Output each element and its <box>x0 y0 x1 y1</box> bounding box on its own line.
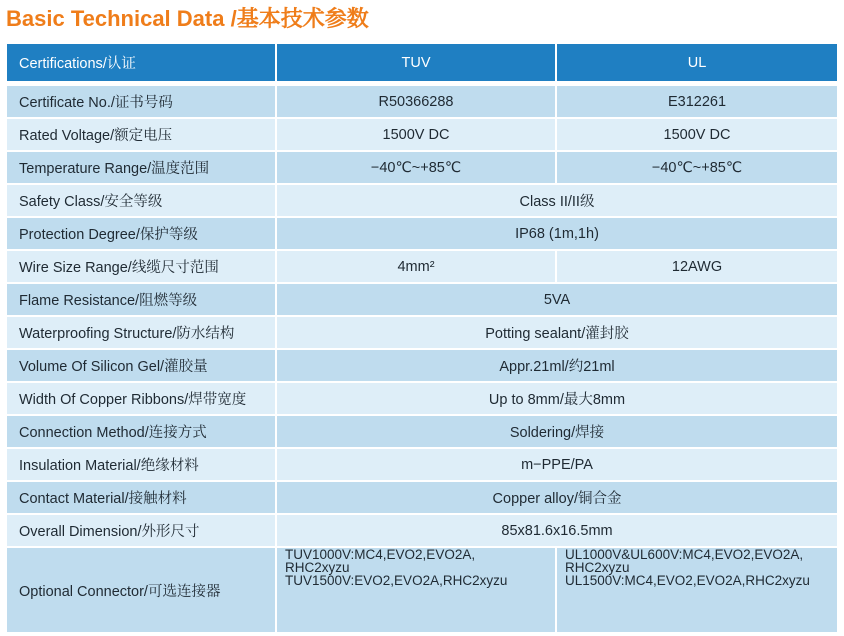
shared-value: Up to 8mm/最大8mm <box>277 383 837 416</box>
shared-value: Class II/II级 <box>277 185 837 218</box>
tuv-value: R50366288 <box>277 86 557 119</box>
row-label: Overall Dimension/外形尺寸 <box>7 515 277 548</box>
row-label: Temperature Range/温度范围 <box>7 152 277 185</box>
row-label: Wire Size Range/线缆尺寸范围 <box>7 251 277 284</box>
row-label: Waterproofing Structure/防水结构 <box>7 317 277 350</box>
row-label: Safety Class/安全等级 <box>7 185 277 218</box>
tuv-connector-line: TUV1500V:EVO2,EVO2A,RHC2xyzu <box>285 573 508 588</box>
shared-value: 85x81.6x16.5mm <box>277 515 837 548</box>
table-row <box>7 482 837 515</box>
table-row <box>7 515 837 548</box>
shared-value: Copper alloy/铜合金 <box>277 482 837 515</box>
table-row <box>7 152 837 185</box>
shared-value: IP68 (1m,1h) <box>277 218 837 251</box>
row-label: Width Of Copper Ribbons/焊带宽度 <box>7 383 277 416</box>
row-label: Insulation Material/绝缘材料 <box>7 449 277 482</box>
table-row <box>7 284 837 317</box>
table-row <box>7 416 837 449</box>
table-row <box>7 251 837 284</box>
table-row <box>7 383 837 416</box>
header-ul: UL <box>557 44 837 84</box>
ul-value: E312261 <box>557 86 837 119</box>
tuv-value: 1500V DC <box>277 119 557 152</box>
page-title: Basic Technical Data /基本技术参数 <box>6 6 369 31</box>
tuv-value: 4mm² <box>277 251 557 284</box>
technical-data-table <box>7 44 837 634</box>
row-label: Flame Resistance/阻燃等级 <box>7 284 277 317</box>
ul-value: 12AWG <box>557 251 837 284</box>
ul-value: 1500V DC <box>557 119 837 152</box>
row-label: Volume Of Silicon Gel/灌胶量 <box>7 350 277 383</box>
table-row <box>7 449 837 482</box>
table-row <box>7 86 837 119</box>
table-row <box>7 350 837 383</box>
shared-value: Potting sealant/灌封胶 <box>277 317 837 350</box>
row-label: Contact Material/接触材料 <box>7 482 277 515</box>
shared-value: Appr.21ml/约21ml <box>277 350 837 383</box>
header-tuv: TUV <box>277 44 557 84</box>
ul-connector-line: UL1500V:MC4,EVO2,EVO2A,RHC2xyzu <box>565 573 810 588</box>
table-row <box>7 119 837 152</box>
header-certifications: Certifications/认证 <box>7 44 277 84</box>
table-header-row <box>7 44 837 86</box>
row-label: Protection Degree/保护等级 <box>7 218 277 251</box>
ul-connector-line: UL1000V&UL600V:MC4,EVO2,EVO2A, <box>565 548 804 562</box>
table-row <box>7 218 837 251</box>
tuv-connectors <box>277 548 557 634</box>
optional-connector-row <box>7 548 837 634</box>
row-label: Rated Voltage/额定电压 <box>7 119 277 152</box>
ul-value: −40℃~+85℃ <box>557 152 837 185</box>
row-label: Certificate No./证书号码 <box>7 86 277 119</box>
shared-value: Soldering/焊接 <box>277 416 837 449</box>
shared-value: m−PPE/PA <box>277 449 837 482</box>
tuv-connector-line: TUV1000V:MC4,EVO2,EVO2A, <box>285 548 476 562</box>
ul-connector-line: RHC2xyzu <box>565 560 630 575</box>
ul-connectors <box>557 548 837 634</box>
row-label: Optional Connector/可选连接器 <box>7 548 277 634</box>
row-label: Connection Method/连接方式 <box>7 416 277 449</box>
tuv-value: −40℃~+85℃ <box>277 152 557 185</box>
tuv-connector-line: RHC2xyzu <box>285 560 350 575</box>
shared-value: 5VA <box>277 284 837 317</box>
table-row <box>7 317 837 350</box>
table-row <box>7 185 837 218</box>
